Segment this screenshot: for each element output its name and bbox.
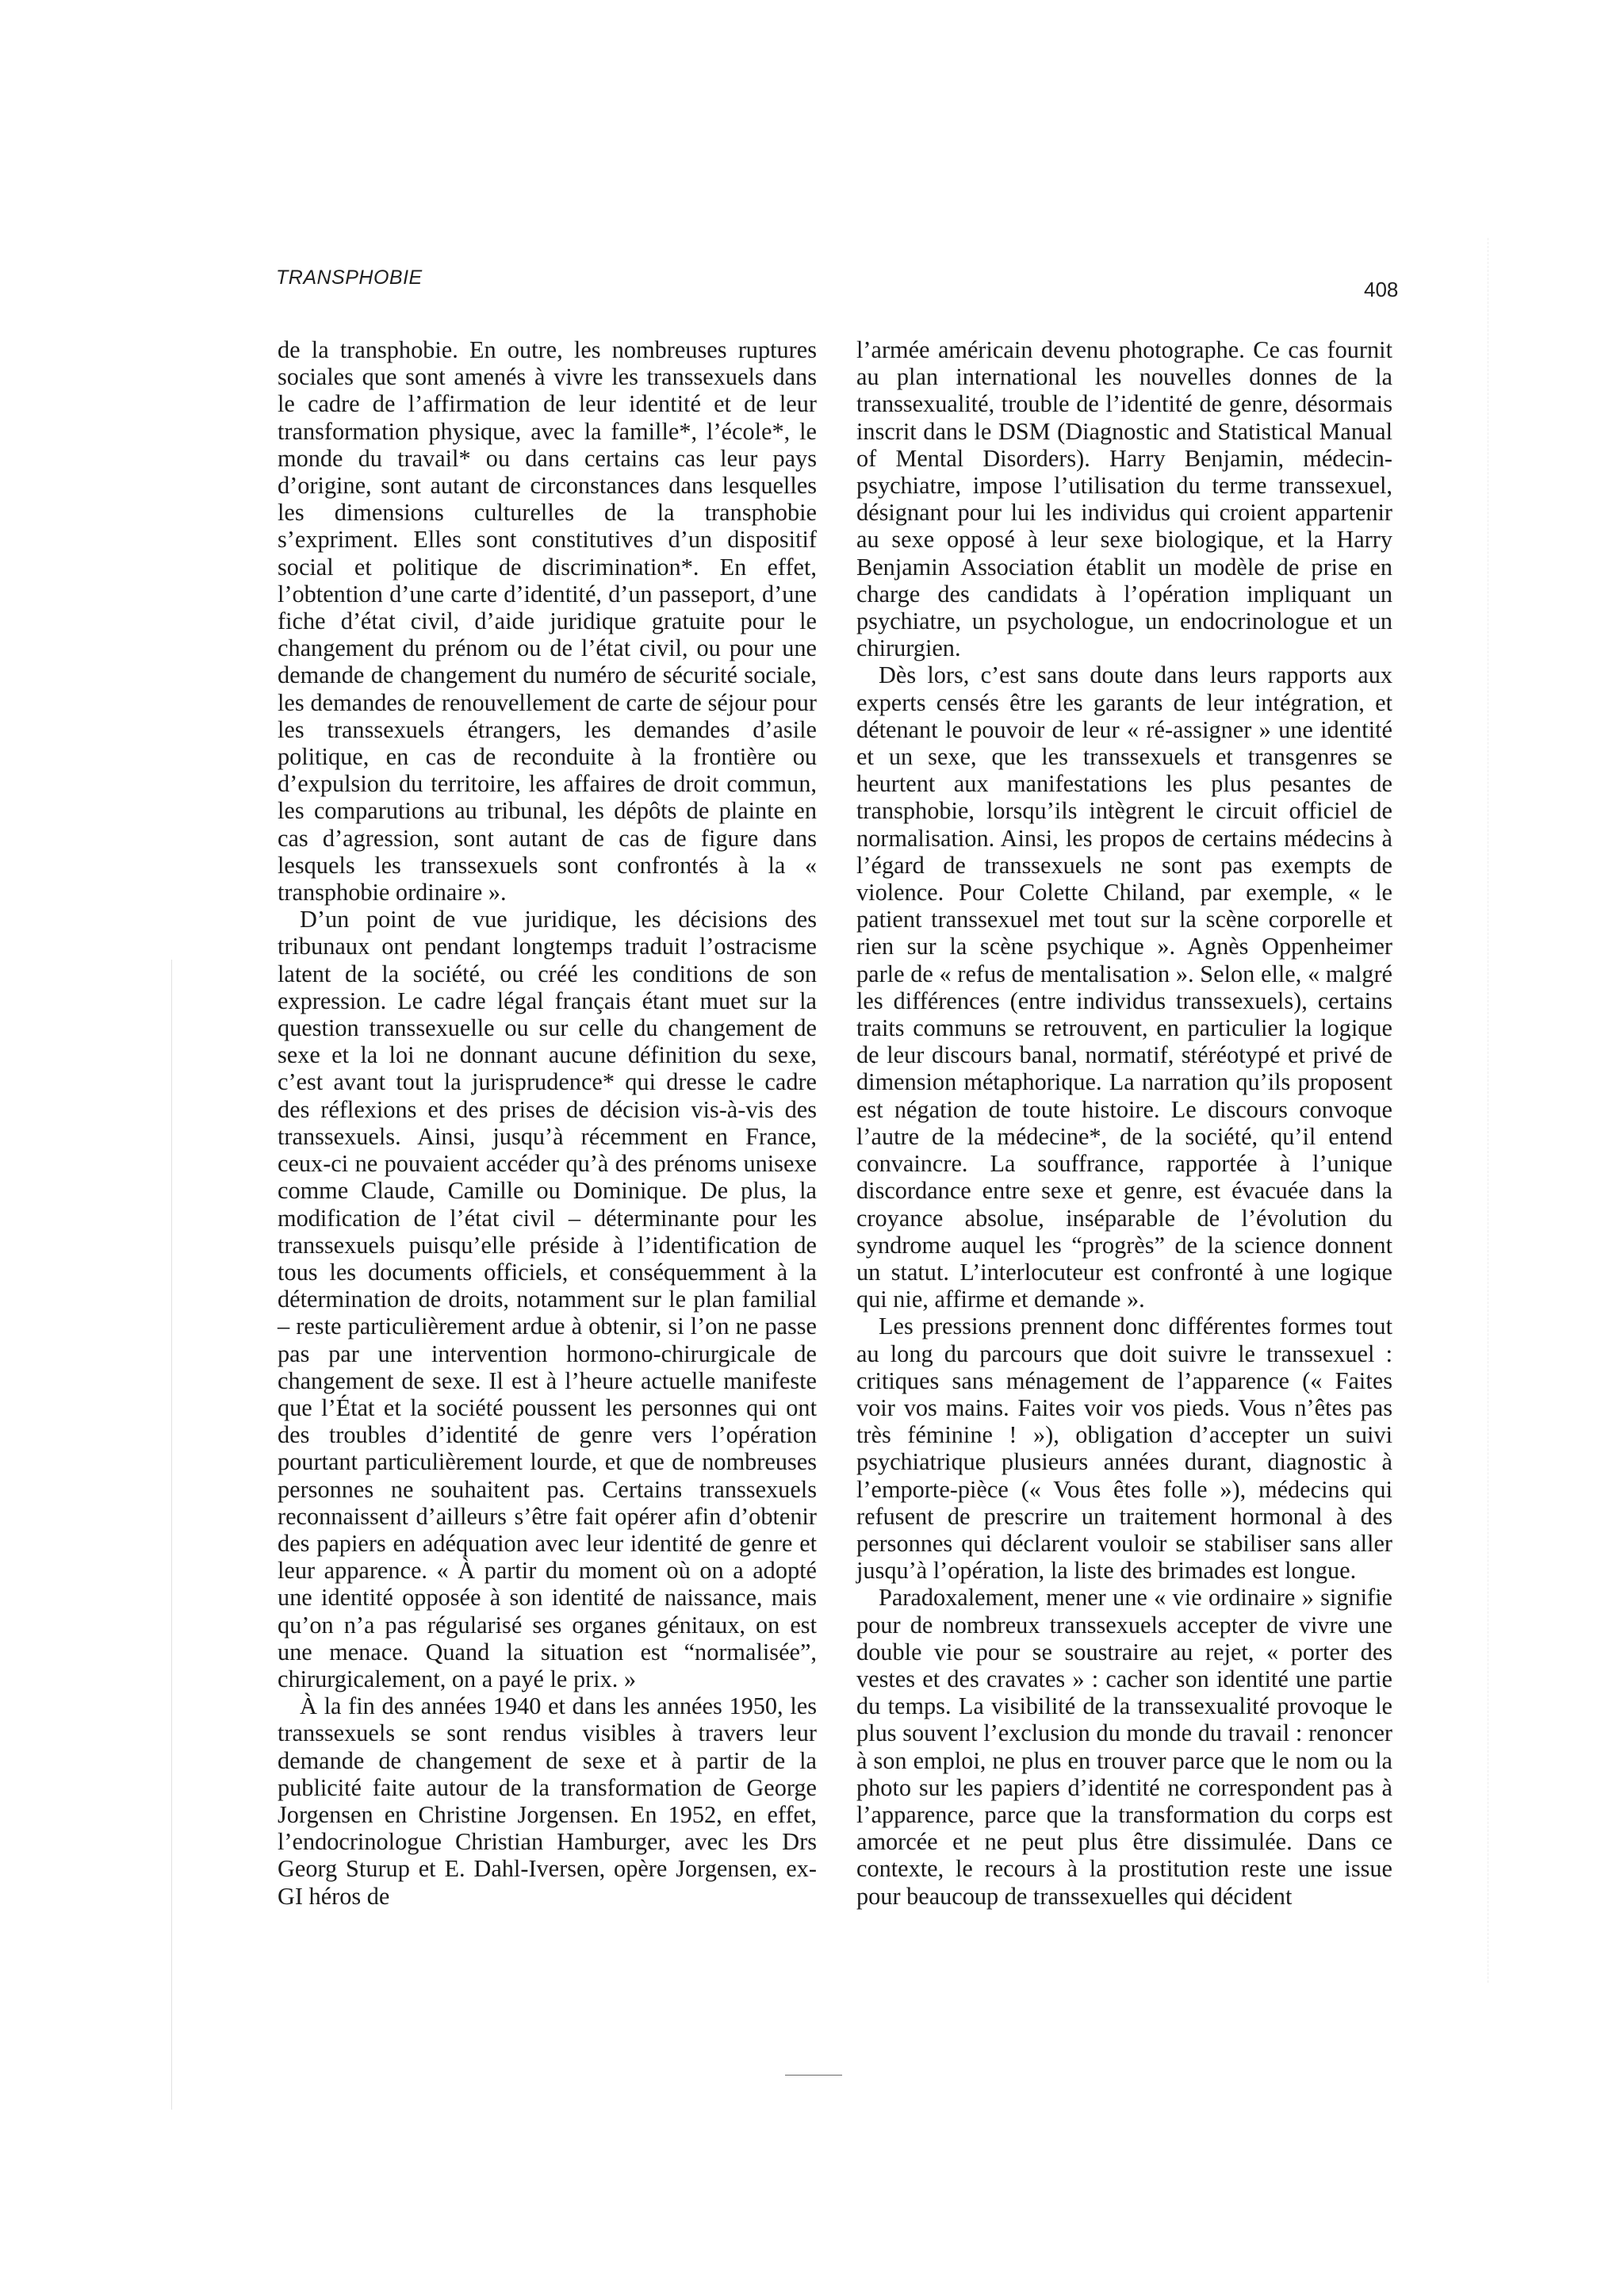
footer-rule bbox=[785, 2075, 842, 2076]
page-number: 408 bbox=[1364, 278, 1399, 301]
paragraph: de la transphobie. En outre, les nombreuses ruptures sociales que sont amenés à vivre les transsexuels dans le cadre de l’affirmation de leur identité et de leur transformation physique, avec la famille*, l’école*, le monde du travail* ou dans certains cas leur pays d’origine, sont autant de circonstances dans lesquelles les dimensions culturelles de la transphobie s’expriment. Elles sont constitutives d’un dispositif social et politique de discrimination*. En effet, l’obtention d’une carte d’identité, d’un passeport, d’une fiche d’état civil, d’aide juridique gratuite pour le changement du prénom ou de l’état civil, ou pour une demande de changement du numéro de sécurité sociale, les demandes de renouvellement de carte de séjour pour les transsexuels étrangers, les demandes d’asile politique, en cas de reconduite à la frontière ou d’expulsion du territoire, les affaires de droit commun, les comparutions au tribunal, les dépôts de plainte en cas d’agression, sont autant de cas de figure dans lesquels les transsexuels sont confrontés à la « transphobie ordinaire ». bbox=[278, 336, 817, 907]
paragraph: D’un point de vue juridique, les décisions des tribunaux ont pendant longtemps traduit l’ostracisme latent de la société, ou créé les conditions de son expression. Le cadre légal français étant muet sur la question transsexuelle ou sur celle du changement de sexe et la loi ne donnant aucune définition du sexe, c’est avant tout la jurisprudence* qui dresse le cadre des réflexions et des prises de décision vis-à-vis des transsexuels. Ainsi, jusqu’à récemment en France, ceux-ci ne pouvaient accéder qu’à des prénoms unisexe comme Claude, Camille ou Dominique. De plus, la modification de l’état civil – déterminante pour les transsexuels puisqu’elle préside à l’identification de tous les documents officiels, et conséquemment à la détermination de droits, notamment sur le plan familial – reste particulièrement ardue à obtenir, si l’on ne passe pas par une intervention hormono-chirurgicale de changement de sexe. Il est à l’heure actuelle manifeste que l’État et la société poussent les personnes qui ont des troubles d’identité de genre vers l’opération pourtant particulièrement lourde, et que de nombreuses personnes ne souhaitent pas. Certains transsexuels reconnaissent d’ailleurs s’être fait opérer afin d’obtenir des papiers en adéquation avec leur identité de genre et leur apparence. « À partir du moment où on a adopté une identité opposée à son identité de naissance, mais qu’on n’a pas régularisé ses organes génitaux, on est une menace. Quand la situation est “normalisée”, chirurgicalement, on a payé le prix. » bbox=[278, 906, 817, 1692]
left-column bbox=[278, 336, 817, 1910]
right-column bbox=[856, 336, 1392, 1910]
running-head: TRANSPHOBIE bbox=[276, 266, 423, 289]
paragraph: Les pressions prennent donc différentes formes tout au long du parcours que doit suivre le transsexuel : critiques sans ménagement de l’apparence (« Faites voir vos mains. Faites voir vos pieds. Vous n’êtes pas très féminine ! »), obligation d’accepter un suivi psychiatrique plusieurs années durant, diagnostic à l’emporte-pièce (« Vous êtes folle »), médecins qui refusent de prescrire un traitement hormonal à des personnes qui déclarent vouloir se stabiliser sans aller jusqu’à l’opération, la liste des brimades est longue. bbox=[856, 1313, 1392, 1585]
paragraph: Dès lors, c’est sans doute dans leurs rapports aux experts censés être les garants de leur intégration, et détenant le pouvoir de leur « ré-assigner » une identité et un sexe, que les transsexuels et transgenres se heurtent aux manifestations les plus pesantes de transphobie, lorsqu’ils intègrent le circuit officiel de normalisation. Ainsi, les propos de certains médecins à l’égard de transsexuels ne sont pas exempts de violence. Pour Colette Chiland, par exemple, « le patient transsexuel met tout sur la scène corporelle et rien sur la scène psychique ». Agnès Oppenheimer parle de « refus de mentalisation ». Selon elle, « malgré les différences (entre individus transsexuels), certains traits communs se retrouvent, en particulier la logique de leur discours banal, normatif, stéréotypé et privé de dimension métaphorique. La narration qu’ils proposent est négation de toute histoire. Le discours convoque l’autre de la médecine*, de la société, qu’il entend convaincre. La souffrance, rapportée à l’unique discordance entre sexe et genre, est évacuée dans la croyance absolue, inséparable de l’évolution du syndrome auquel les “progrès” de la science donnent un statut. L’interlocuteur est confronté à une logique qui nie, affirme et demande ». bbox=[856, 661, 1392, 1313]
scan-margin-line bbox=[171, 960, 172, 2110]
paragraph: Paradoxalement, mener une « vie ordinaire » signifie pour de nombreux transsexuels accepter de vivre une double vie pour se soustraire au rejet, « porter des vestes et des cravates » : cacher son identité une partie du temps. La visibilité de la transsexualité provoque le plus souvent l’exclusion du monde du travail : renoncer à son emploi, ne plus en trouver parce que le nom ou la photo sur les papiers d’identité ne correspondent pas à l’apparence, parce que la transformation du corps est amorcée et ne peut plus être dissimulée. Dans ce contexte, le recours à la prostitution reste une issue pour beaucoup de transsexuelles qui décident bbox=[856, 1584, 1392, 1910]
paragraph: À la fin des années 1940 et dans les années 1950, les transsexuels se sont rendus visibles à travers leur demande de changement de sexe et à partir de la publicité faite autour de la transformation de George Jorgensen en Christine Jorgensen. En 1952, en effet, l’endocrinologue Christian Hamburger, avec les Drs Georg Sturup et E. Dahl-Iversen, opère Jorgensen, ex-GI héros de bbox=[278, 1692, 817, 1910]
paragraph: l’armée américain devenu photographe. Ce cas fournit au plan international les nouvelles donnes de la transsexualité, trouble de l’identité de genre, désormais inscrit dans le DSM (Diagnostic and Statistical Manual of Mental Disorders). Harry Benjamin, médecin-psychiatre, impose l’utilisation du terme transsexuel, désignant pour lui les individus qui croient appartenir au sexe opposé à leur sexe biologique, et la Harry Benjamin Association établit un modèle de prise en charge des candidats à l’opération impliquant un psychiatre, un psychologue, un endocrinologue et un chirurgien. bbox=[856, 336, 1392, 662]
